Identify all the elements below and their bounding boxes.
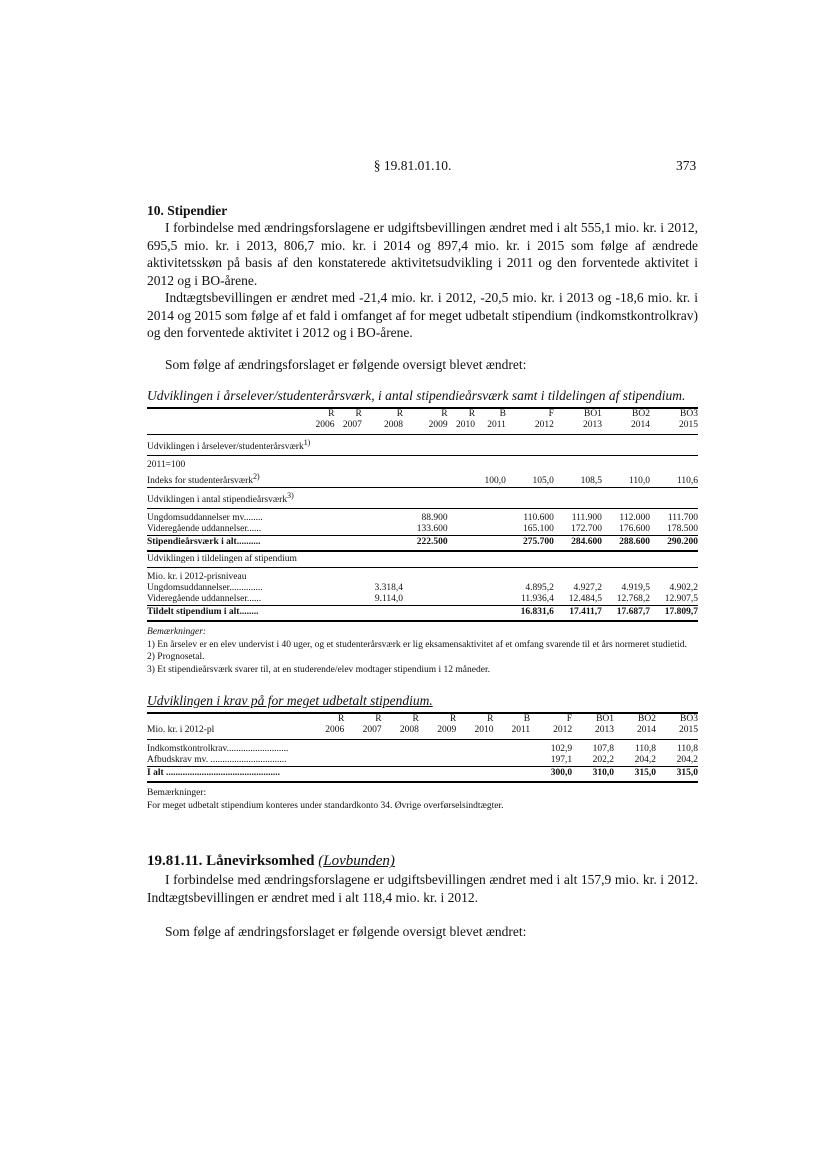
table-row: Indeks for studenterårsværk$^{2)}$ 100,0 105,0 108,5 110,0 110,6 (147, 472, 698, 487)
section-heading: 10. Stipendier (147, 203, 228, 218)
table-row: 2011=100 (147, 460, 186, 471)
table-section-row: Udviklingen i antal stipendieårsværk$^{3)}$ (147, 488, 698, 509)
table-row: Mio. kr. i 2012-prisniveau (147, 572, 247, 583)
table-total-row: Tildelt stipendium i alt........ 16.831,6 17.411,7 17.687,7 17.809,7 (147, 606, 698, 622)
table-row: Indkomstkontrolkrav.......................... 102,9 107,8 110,8 110,8 (147, 740, 698, 756)
table-header-years: Mio. kr. i 2012-pl 2006 2007 2008 2009 2010 2011 2012 2013 2014 2015 (147, 725, 698, 736)
table-total-row: I alt ................................................ 300,0 310,0 315,0 315,0 (147, 767, 698, 783)
table-caption: Udviklingen i årselever/studenterårsværk, i antal stipendieårsværk samt i tildelingen af stipendium. (147, 388, 686, 403)
stipend-table (147, 407, 698, 622)
paragraph: Indtægtsbevillingen er ændret med -21,4 mio. kr. i 2012, -20,5 mio. kr. i 2013 og -18,6 mio. kr. i 2014 og 2015 som følge af et fald i omfanget af for meget udbetalt stipendium (indkomstkontrolkrav) og den forventede aktivitet i 2012 og i BO-årene. (147, 290, 698, 340)
paragraph: I forbindelse med ændringsforslagene er udgiftsbevillingen ændret med i alt 555,1 mio. kr. i 2012, 695,5 mio. kr. i 2013, 806,7 mio. kr. i 2014 og 897,4 mio. kr. i 2015 som følge af ændrede aktivitetsskøn på basis af den konstaterede aktivitetsudvikling i 2011 og den forventede aktivitet i 2012 og i BO-årene. (147, 220, 698, 288)
table-total-row: Stipendieårsværk i alt.......... 222.500 275.700 284.600 288.600 290.200 (147, 536, 698, 552)
paragraph: I forbindelse med ændringsforslagene er udgiftsbevillingen ændret med i alt 157,9 mio. kr. i 2012. Indtægtsbevillingen er ændret med i alt 118,4 mio. kr. i 2012. (147, 872, 698, 906)
table-section-row: Udviklingen i tildelingen af stipendium (147, 551, 698, 568)
table-row: Ungdomsuddannelser.............. 3.318,4 4.895,2 4.927,2 4.919,5 4.902,2 (147, 583, 698, 594)
table-header-letters: R R R R R B F BO1 BO2 BO3 (147, 713, 698, 725)
table-notes: Bemærkninger: For meget udbetalt stipendium konteres under standardkonto 34. Øvrige overførselsindtægter. (147, 788, 504, 811)
paragraph: Som følge af ændringsforslaget er følgende oversigt blevet ændret: (165, 924, 527, 940)
table-row: Videregående uddannelser...... 9.114,0 11.936,4 12.484,5 12.768,2 12.907,5 (147, 594, 698, 605)
paragraph: Som følge af ændringsforslaget er følgende oversigt blevet ændret: (165, 356, 527, 372)
section-heading: 19.81.11. Lånevirksomhed (Lovbunden) (147, 853, 395, 870)
table-caption: Udviklingen i krav på for meget udbetalt stipendium. (147, 693, 433, 709)
table-row: Afbudskrav mv. ................................ 197,1 202,2 204,2 204,2 (147, 755, 698, 766)
section-reference: § 19.81.01.10. (373, 158, 452, 173)
table-notes: Bemærkninger: 1) En årselev er en elev undervist i 40 uger, og et studenterårsværk er lig eksamensaktivitet af et omfang svarende til et års normeret studietid. 2) Prognosetal. 3) Et stipendieårsværk svarer til, at en studerende/elev modtager stipendium i 12 måneder. (147, 627, 687, 675)
table-header-years: 2006 2007 2008 2009 2010 2011 2012 2013 2014 2015 (315, 420, 698, 430)
claims-table (147, 712, 698, 783)
table-section-row: Udviklingen i årselever/studenterårsværk$^{1)}$ (147, 435, 698, 456)
page-content (147, 202, 698, 941)
table-row: Videregående uddannelser...... 133.600 165.100 172.700 176.600 178.500 (147, 524, 698, 535)
page-number: 373 (676, 158, 697, 173)
table-header-letters: R R R R R B F BO1 BO2 BO3 (147, 408, 698, 420)
table-row: Ungdomsuddannelser mv........ 88.900 110.600 111.900 112.000 111.700 (147, 513, 698, 524)
